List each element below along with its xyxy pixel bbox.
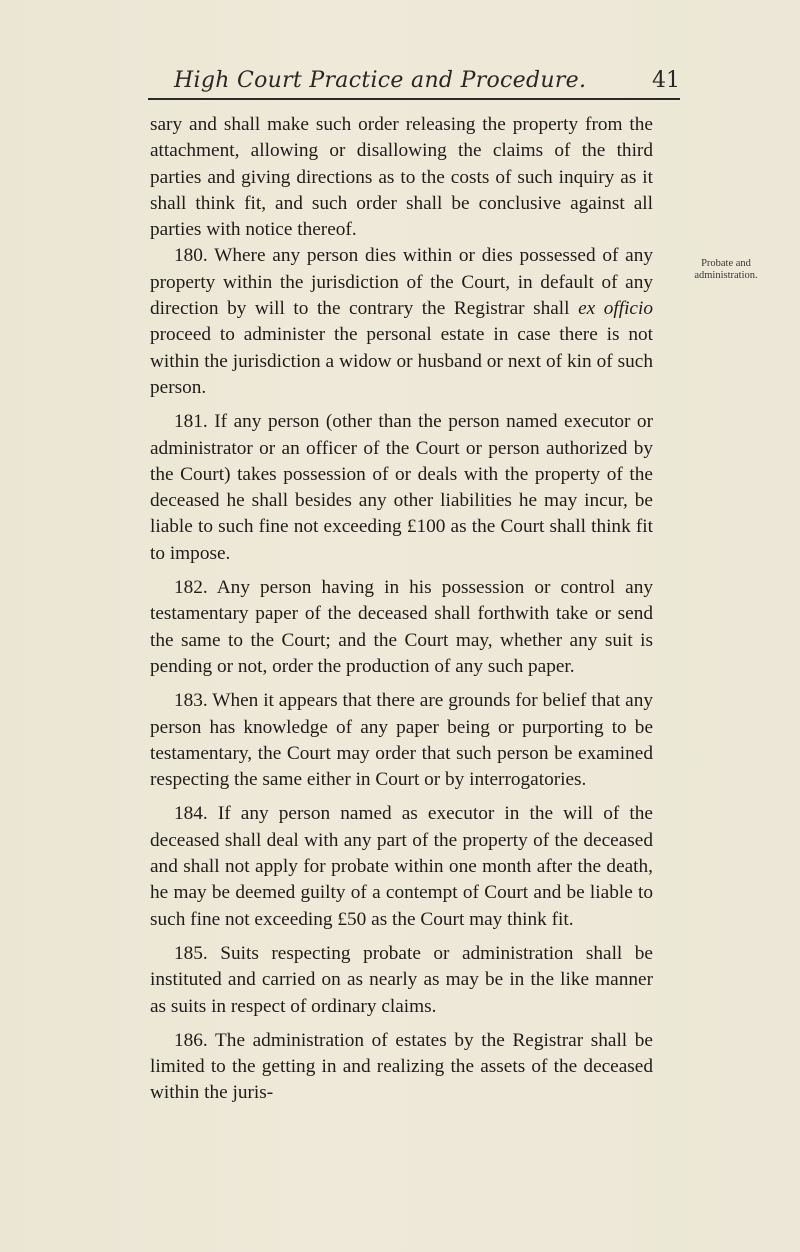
margin-note-probate — [670, 258, 782, 282]
paragraph-section-183: 183. When it appears that there are grounds for belief that any person has knowledge of any paper being or purporting to be testamentary, the Court may order that such person be examined respecting the same either in Court or by interrogatories. — [150, 690, 653, 791]
page-header — [148, 68, 680, 104]
paragraph-section-186: 186. The administration of estates by the Registrar shall be limited to the getting in and realizing the assets of the deceased within the juris- — [150, 1029, 653, 1104]
paragraph-section-182: 182. Any person having in his possession or control any testamentary paper of the deceased shall forthwith take or send the same to the Court; and the Court may, whether any suit is pending or not, order the production of any such paper. — [150, 577, 653, 677]
section-180-text-start: 180. Where any person dies within or dies possessed of any property within the jurisdiction of the Court, in default of any direction by will to the contrary the Registrar shall — [150, 245, 653, 320]
margin-note-line-1: Probate and — [701, 258, 751, 269]
paragraph-section-184: 184. If any person named as executor in the will of the deceased shall deal with any part of the property of the deceased and shall not apply for probate within one month after the death, he may be deemed guilty of a contempt of Court and be liable to such fine not exceeding £50 as the Court may think fit. — [150, 803, 653, 930]
section-180-text-end: proceed to administer the personal estate in case there is not within the jurisdiction a widow or husband or next of kin of such person. — [150, 324, 653, 398]
paragraph-section-181: 181. If any person (other than the person named executor or administrator or an officer of the Court or person authorized by the Court) takes possession of or deals with the property of the deceased he shall besides any other liabilities he may incur, be liable to such fine not exceeding £100 as the Court shall think fit to impose. — [150, 411, 653, 564]
header-rule — [148, 98, 680, 100]
body-text — [150, 112, 653, 1107]
running-title: High Court Practice and Procedure. — [174, 68, 587, 93]
section-180-italic-phrase: ex officio — [578, 298, 653, 320]
paragraph-section-180 — [150, 243, 653, 401]
paragraph-continuation: sary and shall make such order releasing the property from the attachment, allowing or disallowing the claims of the third parties and giving directions as to the costs of such inquiry as it shall think fit, and such order shall be conclusive against all parties with notice thereof. — [150, 114, 653, 241]
page-number: 41 — [652, 68, 680, 93]
margin-note-line-2: administration. — [694, 270, 758, 281]
paragraph-section-185: 185. Suits respecting probate or administration shall be instituted and carried on as nearly as may be in the like manner as suits in respect of ordinary claims. — [150, 942, 653, 1017]
